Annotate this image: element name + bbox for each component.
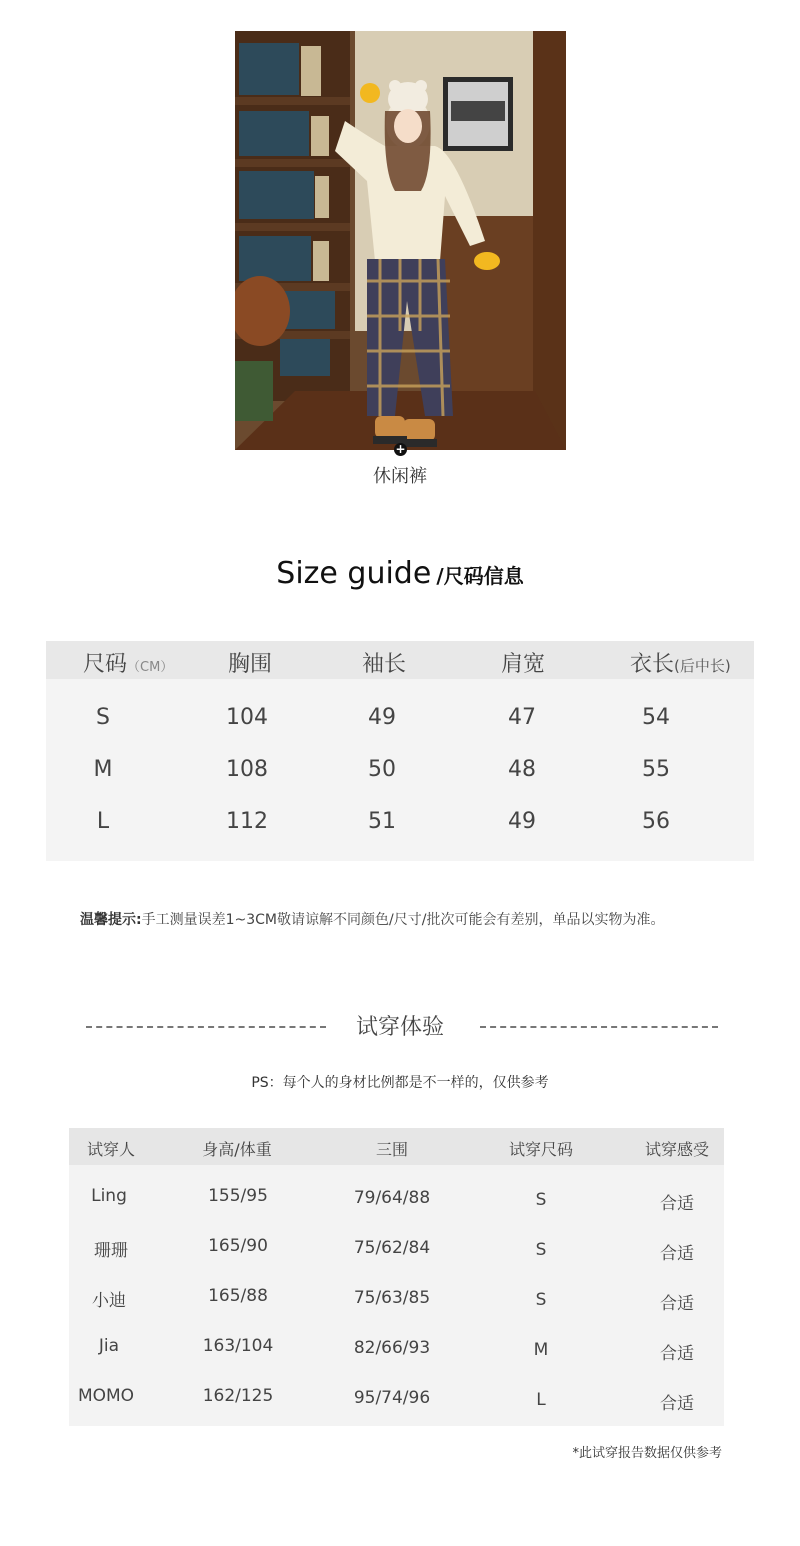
tester-cell: MOMO [77,1386,135,1406]
size-cell: S [96,705,110,730]
table-row [69,1336,724,1386]
ps-note: PS：每个人的身材比例都是不一样的，仅供参考 [251,1075,549,1091]
sleeve-cell: 51 [368,809,396,834]
chest-cell: 112 [226,809,268,834]
feeling-cell: 合适 [660,1394,694,1414]
header-size-label: 尺码 [83,652,128,677]
table-row [69,1236,724,1286]
try-on-table [69,1128,724,1426]
measurements-cell: 82/66/93 [353,1338,431,1358]
height-weight-cell: 155/95 [208,1186,268,1206]
sleeve-cell: 50 [368,757,396,782]
size-table [46,641,754,861]
size-guide-title-zh: /尺码信息 [436,564,524,588]
header-tried-size: 试穿尺码 [508,1140,574,1159]
header-length [630,647,731,678]
shoulder-cell: 47 [508,705,536,730]
product-caption: 休闲裤 [373,466,427,487]
header-length-label: 衣长 [630,652,675,677]
size-cell: M [93,757,113,782]
tester-cell: Ling [91,1186,127,1206]
tester-cell: 珊珊 [94,1241,128,1261]
height-weight-cell: 165/90 [208,1236,268,1256]
size-cell: S [535,1240,547,1260]
size-table-header [46,641,754,679]
product-photo [235,31,566,450]
size-cell: M [533,1340,549,1360]
size-row [46,757,754,797]
header-length-note: (后中长) [674,657,731,675]
length-cell: 54 [642,705,670,730]
size-guide-title-en: Size guide [276,556,432,591]
header-chest: 胸围 [228,652,273,677]
feeling-cell: 合适 [660,1194,694,1214]
expand-plus-icon[interactable]: + [395,442,406,456]
header-shoulder: 肩宽 [501,652,546,677]
warm-tip [80,909,664,929]
table-row [69,1386,724,1436]
size-row [46,705,754,745]
feeling-cell: 合适 [660,1244,694,1264]
sleeve-cell: 49 [368,705,396,730]
size-cell: S [535,1190,547,1210]
height-weight-cell: 163/104 [202,1336,274,1356]
chest-cell: 108 [226,757,268,782]
size-cell: L [536,1390,546,1410]
height-weight-cell: 165/88 [208,1286,268,1306]
measurements-cell: 79/64/88 [353,1188,431,1208]
height-weight-cell: 162/125 [202,1386,274,1406]
shoulder-cell: 49 [508,809,536,834]
size-guide-title [0,556,800,591]
header-tester: 试穿人 [86,1140,136,1159]
length-cell: 56 [642,809,670,834]
table-row [69,1186,724,1236]
try-on-title-text: 试穿体验 [355,1015,444,1040]
measurements-cell: 75/62/84 [353,1238,431,1258]
header-height-weight: 身高/体重 [202,1140,272,1159]
reference-note: *此试穿报告数据仅供参考 [572,1446,722,1461]
divider-right [480,1026,718,1028]
measurements-cell: 95/74/96 [353,1388,431,1408]
header-size [83,647,173,678]
warm-tip-text: 手工测量误差1~3CM敬请谅解不同颜色/尺寸/批次可能会有差别，单品以实物为准。 [141,912,665,928]
size-cell: S [535,1290,547,1310]
feeling-cell: 合适 [660,1294,694,1314]
header-feeling: 试穿感受 [644,1140,710,1159]
size-row [46,809,754,849]
warm-tip-label: 温馨提示: [80,912,142,928]
header-sleeve: 袖长 [362,652,407,677]
header-size-unit: （CM） [127,660,174,675]
tester-cell: 小迪 [92,1291,126,1311]
try-on-table-header [69,1128,724,1165]
header-measurements: 三围 [375,1140,409,1159]
table-row [69,1286,724,1336]
length-cell: 55 [642,757,670,782]
feeling-cell: 合适 [660,1344,694,1364]
try-on-title [0,1010,800,1046]
tester-cell: Jia [98,1336,120,1356]
shoulder-cell: 48 [508,757,536,782]
size-cell: L [96,809,110,834]
chest-cell: 104 [226,705,268,730]
measurements-cell: 75/63/85 [353,1288,431,1308]
